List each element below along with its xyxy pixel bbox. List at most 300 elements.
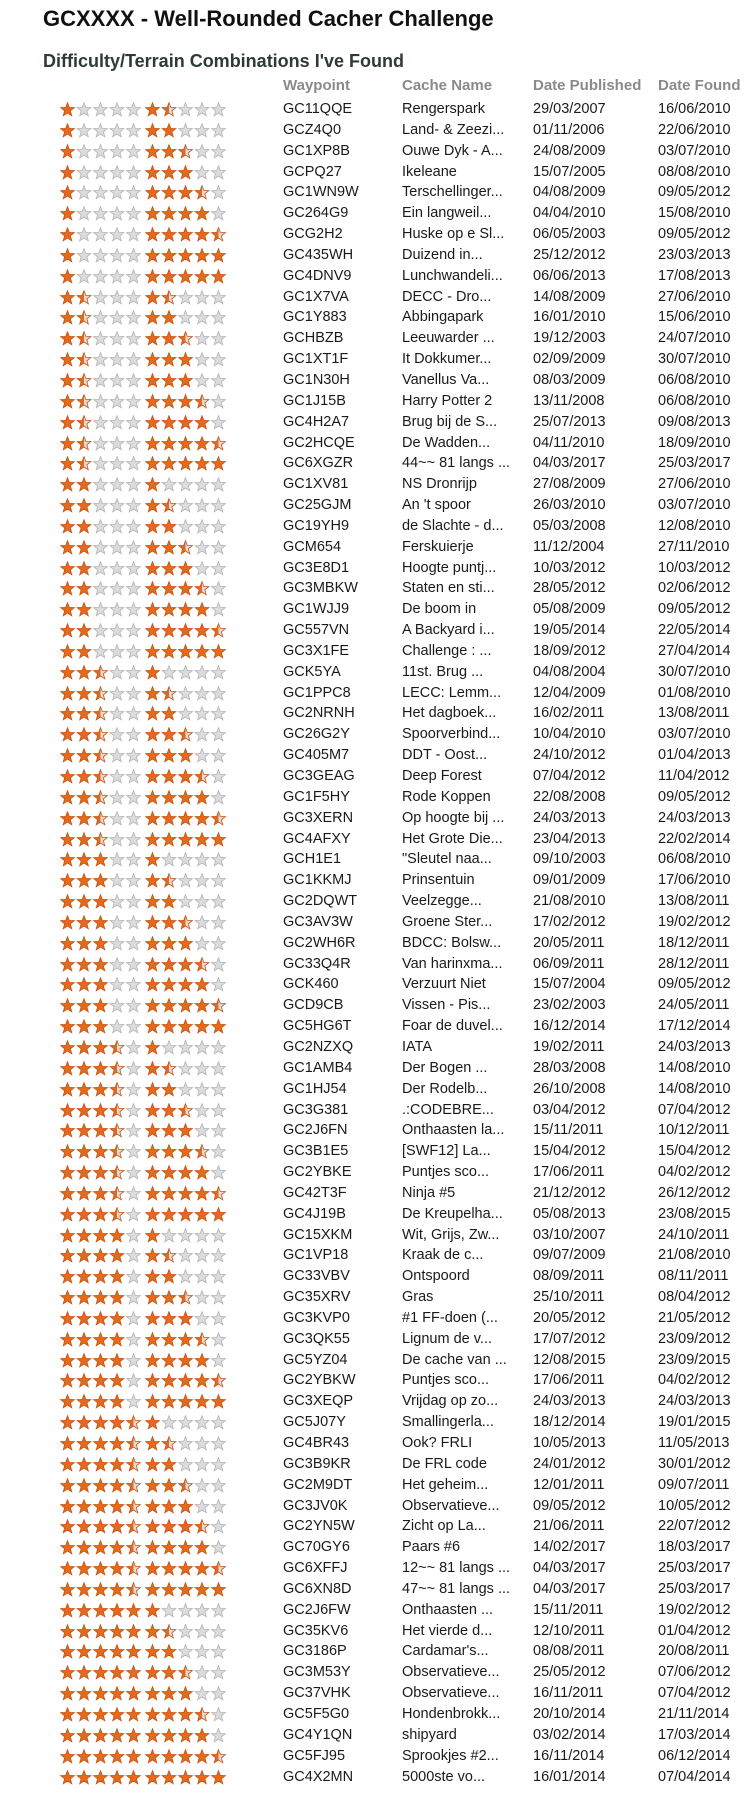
star-icon — [127, 603, 141, 616]
star-icon — [162, 1249, 176, 1262]
cache-name-cell[interactable]: Onthaasten ... — [402, 1601, 494, 1618]
star-icon — [110, 457, 124, 470]
star-icon — [195, 123, 209, 136]
star-icon — [61, 1666, 75, 1679]
star-icon — [77, 1645, 91, 1658]
cache-name-cell[interactable]: DECC - Dro... — [402, 288, 492, 305]
star-icon — [212, 1520, 226, 1533]
difficulty-stars — [60, 331, 142, 346]
star-icon — [77, 1353, 91, 1366]
cache-name-cell[interactable]: Het vierde d... — [402, 1622, 493, 1639]
waypoint-cell[interactable]: GC26G2Y — [283, 726, 350, 743]
star-icon — [162, 1708, 176, 1721]
cache-name-cell[interactable]: Zicht op La... — [402, 1518, 486, 1535]
date-published-cell: 26/10/2008 — [533, 1080, 606, 1097]
star-icon — [195, 1207, 209, 1220]
difficulty-stars — [60, 352, 142, 367]
terrain-stars — [145, 498, 227, 513]
star-icon — [179, 1312, 193, 1325]
star-icon — [77, 874, 91, 887]
cache-name-cell[interactable]: IATA — [402, 1038, 433, 1055]
waypoint-cell[interactable]: GC3GEAG — [283, 768, 355, 784]
star-icon — [110, 1770, 124, 1783]
waypoint-cell[interactable]: GC3KVP0 — [283, 1309, 350, 1326]
terrain-stars — [145, 1332, 227, 1347]
waypoint-cell[interactable]: GC1XT1F — [283, 351, 349, 368]
star-icon — [127, 749, 141, 762]
waypoint-cell[interactable]: GCPQ27 — [283, 163, 342, 180]
cache-name-cell[interactable]: Observatieve... — [402, 1664, 500, 1681]
star-icon — [127, 1562, 141, 1575]
star-icon — [162, 1416, 176, 1429]
waypoint-cell[interactable]: GC2YBKW — [283, 1372, 356, 1389]
date-published-cell: 06/09/2011 — [533, 955, 605, 972]
date-published-cell: 26/03/2010 — [533, 497, 606, 514]
waypoint-cell[interactable]: GC4BR43 — [283, 1435, 350, 1451]
cache-name-cell[interactable]: Der Bogen ... — [402, 1059, 488, 1076]
cache-name-cell[interactable]: DDT - Oost... — [402, 747, 488, 764]
date-found-cell: 17/12/2014 — [658, 1018, 731, 1035]
date-found-cell: 23/08/2015 — [658, 1205, 731, 1222]
waypoint-cell[interactable]: GC4J19B — [283, 1205, 346, 1222]
waypoint-cell[interactable]: GC2HCQE — [283, 434, 355, 451]
cache-name-cell[interactable]: Ferskuierje — [402, 538, 474, 555]
star-icon — [195, 624, 209, 637]
cache-name-cell[interactable]: Rode Koppen — [402, 788, 491, 805]
waypoint-cell[interactable]: GC2DQWT — [283, 893, 358, 910]
waypoint-cell[interactable]: GC3E8D1 — [283, 559, 350, 576]
waypoint-cell[interactable]: GC1AMB4 — [283, 1059, 353, 1076]
cache-name-cell[interactable]: Puntjes sco... — [402, 1372, 490, 1389]
waypoint-cell[interactable]: GC35KV6 — [283, 1622, 349, 1639]
cache-name-cell[interactable]: #1 FF-doen (... — [402, 1309, 498, 1326]
cache-name-cell[interactable]: Kraak de c... — [402, 1247, 484, 1264]
terrain-stars — [145, 1290, 227, 1305]
star-icon — [110, 1624, 124, 1637]
difficulty-stars — [60, 644, 142, 659]
waypoint-cell[interactable]: GC1J15B — [283, 392, 346, 409]
table-row — [0, 641, 750, 662]
date-found-cell: 02/06/2012 — [658, 580, 731, 597]
star-icon — [162, 457, 176, 470]
cache-name-cell[interactable]: Harry Potter 2 — [402, 392, 493, 409]
waypoint-cell[interactable]: GC4X2MN — [283, 1768, 354, 1785]
cache-name-cell[interactable]: Veelzegge... — [402, 893, 482, 910]
cache-name-cell[interactable]: Vissen - Pis... — [402, 997, 491, 1014]
star-icon — [77, 415, 91, 428]
waypoint-cell[interactable]: GCM654 — [283, 538, 342, 555]
col-header-cache-name: Cache Name — [402, 77, 493, 94]
cache-name-cell[interactable]: Huske op e Sl... — [402, 226, 505, 243]
star-icon — [110, 895, 124, 908]
star-icon — [127, 1291, 141, 1304]
cache-name-cell[interactable]: Onthaasten la... — [402, 1122, 505, 1139]
cache-name-cell[interactable]: Hoogte puntj... — [402, 559, 497, 576]
cache-name-cell[interactable]: Ein langweil... — [402, 205, 492, 222]
cache-name-cell[interactable]: An 't spoor — [402, 497, 471, 514]
cache-name-cell[interactable]: Der Rodelb... — [402, 1080, 488, 1097]
star-icon — [146, 269, 160, 282]
waypoint-cell[interactable]: GC3MBKW — [283, 580, 358, 597]
waypoint-cell[interactable]: GC5J07Y — [283, 1414, 346, 1431]
star-icon — [77, 1186, 91, 1199]
waypoint-cell[interactable]: GC435WH — [283, 246, 354, 263]
star-icon — [94, 165, 108, 178]
date-published-cell: 05/03/2008 — [533, 517, 606, 534]
cache-name-cell[interactable]: .:CODEBRE... — [402, 1101, 494, 1118]
cache-name-cell[interactable]: De Kreupelha... — [402, 1205, 503, 1222]
date-found-cell: 09/05/2012 — [658, 601, 731, 618]
difficulty-stars — [60, 1457, 142, 1472]
waypoint-cell[interactable]: GC3X1FE — [283, 642, 350, 659]
waypoint-cell[interactable]: GC25GJM — [283, 497, 352, 514]
cache-name-cell[interactable]: BDCC: Bolsw... — [402, 934, 502, 951]
waypoint-cell[interactable]: GC4DNV9 — [283, 267, 352, 284]
cache-name-cell[interactable]: Verzuurt Niet — [402, 976, 486, 993]
cache-name-cell[interactable]: shipyard — [402, 1726, 457, 1743]
star-icon — [212, 1478, 226, 1491]
cache-name-cell[interactable]: Ouwe Dyk - A... — [402, 142, 503, 159]
cache-name-cell[interactable]: Ook? FRLI — [402, 1435, 473, 1451]
waypoint-cell[interactable]: GC6XGZR — [283, 455, 354, 472]
waypoint-cell[interactable]: GCK5YA — [283, 663, 341, 680]
table-row — [0, 245, 750, 266]
star-icon — [110, 1416, 124, 1429]
terrain-stars — [145, 832, 227, 847]
waypoint-cell[interactable]: GC70GY6 — [283, 1539, 350, 1556]
star-icon — [212, 561, 226, 574]
star-icon — [94, 916, 108, 929]
star-icon — [212, 1041, 226, 1054]
date-found-cell: 07/04/2014 — [658, 1768, 731, 1785]
cache-name-cell[interactable]: It Dokkumer... — [402, 351, 492, 368]
cache-name-cell[interactable]: Land- & Zeezi... — [402, 121, 505, 138]
waypoint-cell[interactable]: GC2YN5W — [283, 1518, 355, 1535]
cache-name-cell[interactable]: Foar de duvel... — [402, 1018, 503, 1035]
difficulty-stars — [60, 1082, 142, 1097]
star-icon — [212, 874, 226, 887]
waypoint-cell[interactable]: GC1WN9W — [283, 184, 359, 201]
cache-name-cell[interactable]: Duizend in... — [402, 246, 483, 263]
waypoint-cell[interactable]: GC2NZXQ — [283, 1038, 354, 1055]
star-icon — [77, 1020, 91, 1033]
date-found-cell: 27/04/2014 — [658, 642, 731, 659]
waypoint-cell[interactable]: GC11QQE — [283, 101, 353, 117]
date-published-cell: 15/11/2011 — [533, 1601, 604, 1618]
waypoint-cell[interactable]: GC3186P — [283, 1643, 347, 1660]
cache-name-cell[interactable]: Observatieve... — [402, 1685, 500, 1702]
star-icon — [127, 1207, 141, 1220]
cache-name-cell[interactable]: Puntjes sco... — [402, 1164, 490, 1181]
star-icon — [110, 686, 124, 699]
star-icon — [195, 707, 209, 720]
star-icon — [77, 916, 91, 929]
waypoint-cell[interactable]: GCZ4Q0 — [283, 121, 342, 138]
cache-name-cell[interactable]: Prinsentuin — [402, 872, 475, 889]
waypoint-cell[interactable]: GC2YBKE — [283, 1164, 352, 1181]
star-icon — [146, 1478, 160, 1491]
cache-name-cell[interactable]: Lignum de v... — [402, 1330, 493, 1347]
star-icon — [212, 1020, 226, 1033]
difficulty-stars — [60, 102, 142, 117]
waypoint-cell[interactable]: GC33VBV — [283, 1268, 350, 1285]
waypoint-cell[interactable]: GC1PPC8 — [283, 684, 351, 701]
cache-name-cell[interactable]: Op hoogte bij ... — [402, 809, 505, 826]
cache-name-cell[interactable]: Sprookjes #2... — [402, 1747, 499, 1764]
cache-name-cell[interactable]: Rengerspark — [402, 101, 486, 117]
cache-name-cell[interactable]: Staten en sti... — [402, 580, 495, 597]
star-icon — [162, 1270, 176, 1283]
star-icon — [212, 1562, 226, 1575]
waypoint-cell[interactable]: GCD9CB — [283, 997, 344, 1014]
waypoint-cell[interactable]: GC3AV3W — [283, 913, 353, 930]
star-icon — [127, 499, 141, 512]
cache-name-cell[interactable]: 47~~ 81 langs ... — [402, 1580, 511, 1597]
date-published-cell: 27/08/2009 — [533, 476, 606, 493]
difficulty-stars — [60, 1707, 142, 1722]
waypoint-cell[interactable]: GC3QK55 — [283, 1330, 350, 1347]
difficulty-stars — [60, 206, 142, 221]
terrain-stars — [145, 1624, 227, 1639]
cache-name-cell[interactable]: Cardamar's... — [402, 1643, 489, 1660]
cache-name-cell[interactable]: Ontspoord — [402, 1268, 470, 1285]
cache-name-cell[interactable]: Hondenbrokk... — [402, 1705, 501, 1722]
waypoint-cell[interactable]: GC5YZ04 — [283, 1351, 348, 1368]
star-icon — [179, 374, 193, 387]
cache-name-cell[interactable]: Spoorverbind... — [402, 726, 501, 743]
star-icon — [110, 665, 124, 678]
star-icon — [212, 1082, 226, 1095]
star-icon — [110, 1603, 124, 1616]
star-icon — [94, 415, 108, 428]
waypoint-cell[interactable]: GC3B1E5 — [283, 1143, 349, 1160]
cache-name-cell[interactable]: "Sleutel naa... — [402, 851, 492, 868]
date-published-cell: 15/04/2012 — [533, 1143, 606, 1160]
star-icon — [77, 582, 91, 595]
cache-name-cell[interactable]: Paars #6 — [402, 1539, 461, 1556]
table-row — [0, 1079, 750, 1100]
star-icon — [127, 895, 141, 908]
date-published-cell: 11/12/2004 — [533, 538, 605, 555]
waypoint-cell[interactable]: GC2NRNH — [283, 705, 355, 722]
waypoint-cell[interactable]: GCHBZB — [283, 330, 344, 347]
waypoint-cell[interactable]: GC1VP18 — [283, 1247, 349, 1264]
table-row — [0, 370, 750, 391]
star-icon — [195, 1270, 209, 1283]
waypoint-cell[interactable]: GCG2H2 — [283, 226, 343, 243]
star-icon — [61, 1541, 75, 1554]
cache-name-cell[interactable]: 12~~ 81 langs ... — [402, 1560, 511, 1577]
terrain-stars — [145, 1103, 227, 1118]
waypoint-cell[interactable]: GC3XEQP — [283, 1393, 354, 1410]
star-icon — [212, 603, 226, 616]
star-icon — [94, 457, 108, 470]
waypoint-cell[interactable]: GC4AFXY — [283, 830, 351, 847]
waypoint-cell[interactable]: GC19YH9 — [283, 517, 350, 534]
cache-name-cell[interactable]: De cache van ... — [402, 1351, 507, 1368]
waypoint-cell[interactable]: GC37VHK — [283, 1685, 351, 1702]
cache-name-cell[interactable]: de Slachte - d... — [402, 517, 504, 534]
star-icon — [179, 874, 193, 887]
star-icon — [162, 790, 176, 803]
star-icon — [110, 790, 124, 803]
cache-name-cell[interactable]: NS Dronrijp — [402, 476, 477, 493]
star-icon — [77, 249, 91, 262]
star-icon — [61, 207, 75, 220]
star-icon — [212, 269, 226, 282]
star-icon — [61, 603, 75, 616]
waypoint-cell[interactable]: GC2M9DT — [283, 1476, 353, 1493]
cache-name-cell[interactable]: Smallingerla... — [402, 1414, 494, 1431]
table-row — [0, 1704, 750, 1725]
date-found-cell: 01/04/2012 — [658, 1622, 731, 1639]
cache-name-cell[interactable]: Ikeleane — [402, 163, 457, 180]
waypoint-cell[interactable]: GCH1E1 — [283, 851, 342, 868]
cache-name-cell[interactable]: LECC: Lemm... — [402, 684, 502, 701]
star-icon — [162, 874, 176, 887]
star-icon — [127, 1145, 141, 1158]
cache-name-cell[interactable]: Observatieve... — [402, 1497, 500, 1514]
star-icon — [179, 1228, 193, 1241]
cache-name-cell[interactable]: Groene Ster... — [402, 913, 493, 930]
cache-name-cell[interactable]: 11st. Brug ... — [402, 663, 484, 680]
waypoint-cell[interactable]: GC1WJJ9 — [283, 601, 350, 618]
star-icon — [179, 1416, 193, 1429]
star-icon — [146, 811, 160, 824]
table-row — [0, 1225, 750, 1246]
table-row — [0, 328, 750, 349]
star-icon — [77, 1332, 91, 1345]
star-icon — [195, 1041, 209, 1054]
star-icon — [146, 1312, 160, 1325]
star-icon — [146, 1332, 160, 1345]
waypoint-cell[interactable]: GC3G381 — [283, 1101, 349, 1118]
cache-name-cell[interactable]: Brug bij de S... — [402, 413, 498, 430]
waypoint-cell[interactable]: GC2WH6R — [283, 934, 356, 951]
difficulty-stars — [60, 1353, 142, 1368]
waypoint-cell[interactable]: GC1F5HY — [283, 788, 350, 805]
star-icon — [146, 457, 160, 470]
star-icon — [195, 1499, 209, 1512]
star-icon — [110, 957, 124, 970]
cache-name-cell[interactable]: De Wadden... — [402, 434, 491, 451]
cache-name-cell[interactable]: Vrijdag op zo... — [402, 1393, 499, 1410]
waypoint-cell[interactable]: GC1Y883 — [283, 309, 347, 326]
waypoint-cell[interactable]: GC264G9 — [283, 205, 349, 222]
star-icon — [94, 582, 108, 595]
waypoint-cell[interactable]: GC1XV81 — [283, 476, 349, 493]
star-icon — [162, 1437, 176, 1450]
cache-name-cell[interactable]: Wit, Grijs, Zw... — [402, 1226, 500, 1243]
waypoint-cell[interactable]: GC1X7VA — [283, 288, 349, 305]
waypoint-cell[interactable]: GC4Y1QN — [283, 1726, 353, 1743]
terrain-stars — [145, 581, 227, 596]
waypoint-cell[interactable]: GC2J6FW — [283, 1601, 351, 1618]
cache-name-cell[interactable]: Het geheim... — [402, 1476, 489, 1493]
table-row — [0, 1600, 750, 1621]
waypoint-cell[interactable]: GC3B9KR — [283, 1455, 351, 1472]
waypoint-cell[interactable]: GC33Q4R — [283, 955, 351, 972]
waypoint-cell[interactable]: GC3JV0K — [283, 1497, 348, 1514]
cache-name-cell[interactable]: Gras — [402, 1289, 434, 1306]
star-icon — [146, 1186, 160, 1199]
star-icon — [179, 916, 193, 929]
date-published-cell: 16/12/2014 — [533, 1018, 606, 1035]
date-published-cell: 08/08/2011 — [533, 1643, 605, 1660]
star-icon — [162, 1770, 176, 1783]
waypoint-cell[interactable]: GC1XP8B — [283, 142, 350, 159]
cache-name-cell[interactable]: Het Grote Die... — [402, 830, 503, 847]
star-icon — [212, 228, 226, 241]
cache-name-cell[interactable]: 5000ste vo... — [402, 1768, 486, 1785]
waypoint-cell[interactable]: GC5FJ95 — [283, 1747, 346, 1764]
cache-name-cell[interactable]: Het dagboek... — [402, 705, 497, 722]
waypoint-cell[interactable]: GC1KKMJ — [283, 872, 352, 889]
waypoint-cell[interactable]: GC5F5G0 — [283, 1705, 350, 1722]
star-icon — [94, 624, 108, 637]
cache-name-cell[interactable]: De FRL code — [402, 1455, 487, 1472]
waypoint-cell[interactable]: GC6XFFJ — [283, 1560, 348, 1577]
cache-name-cell[interactable]: De boom in — [402, 601, 477, 618]
star-icon — [110, 1270, 124, 1283]
waypoint-cell[interactable]: GC4H2A7 — [283, 413, 350, 430]
waypoint-cell[interactable]: GC6XN8D — [283, 1580, 352, 1597]
star-icon — [61, 999, 75, 1012]
cache-name-cell[interactable]: Lunchwandeli... — [402, 267, 503, 284]
waypoint-cell[interactable]: GC35XRV — [283, 1289, 351, 1306]
date-published-cell: 14/02/2017 — [533, 1539, 606, 1556]
star-icon — [162, 1687, 176, 1700]
cache-name-cell[interactable]: Van harinxma... — [402, 955, 503, 972]
waypoint-cell[interactable]: GC557VN — [283, 622, 350, 639]
waypoint-cell[interactable]: GC1HJ54 — [283, 1080, 347, 1097]
star-icon — [110, 1332, 124, 1345]
cache-name-cell[interactable]: Abbingapark — [402, 309, 484, 326]
star-icon — [212, 1249, 226, 1262]
star-icon — [146, 478, 160, 491]
waypoint-cell[interactable]: GC1N30H — [283, 371, 350, 388]
cache-name-cell[interactable]: Ninja #5 — [402, 1184, 456, 1201]
waypoint-cell[interactable]: GC405M7 — [283, 747, 350, 764]
table-row — [0, 307, 750, 328]
star-icon — [162, 1457, 176, 1470]
waypoint-cell[interactable]: GC42T3F — [283, 1184, 347, 1201]
waypoint-cell[interactable]: GC3M53Y — [283, 1664, 351, 1681]
cache-name-cell[interactable]: [SWF12] La... — [402, 1143, 491, 1160]
date-published-cell: 28/03/2008 — [533, 1059, 606, 1076]
cache-name-cell[interactable]: A Backyard i... — [402, 622, 495, 639]
waypoint-cell[interactable]: GCK460 — [283, 976, 339, 993]
cache-name-cell[interactable]: Terschellinger... — [402, 184, 503, 201]
table-row — [0, 1016, 750, 1037]
waypoint-cell[interactable]: GC2J6FN — [283, 1122, 348, 1139]
cache-name-cell[interactable]: Leeuwarder ... — [402, 330, 495, 347]
date-published-cell: 23/02/2003 — [533, 997, 606, 1014]
date-published-cell: 25/07/2013 — [533, 413, 606, 430]
cache-name-cell[interactable]: Deep Forest — [402, 768, 482, 784]
star-icon — [195, 561, 209, 574]
cache-name-cell[interactable]: Vanellus Va... — [402, 371, 490, 388]
star-icon — [61, 1603, 75, 1616]
star-icon — [127, 811, 141, 824]
star-icon — [146, 832, 160, 845]
cache-name-cell[interactable]: 44~~ 81 langs ... — [402, 455, 511, 472]
star-icon — [212, 165, 226, 178]
waypoint-cell[interactable]: GC15XKM — [283, 1226, 353, 1243]
waypoint-cell[interactable]: GC3XERN — [283, 809, 354, 826]
waypoint-cell[interactable]: GC5HG6T — [283, 1018, 352, 1035]
cache-name-cell[interactable]: Challenge : ... — [402, 642, 492, 659]
